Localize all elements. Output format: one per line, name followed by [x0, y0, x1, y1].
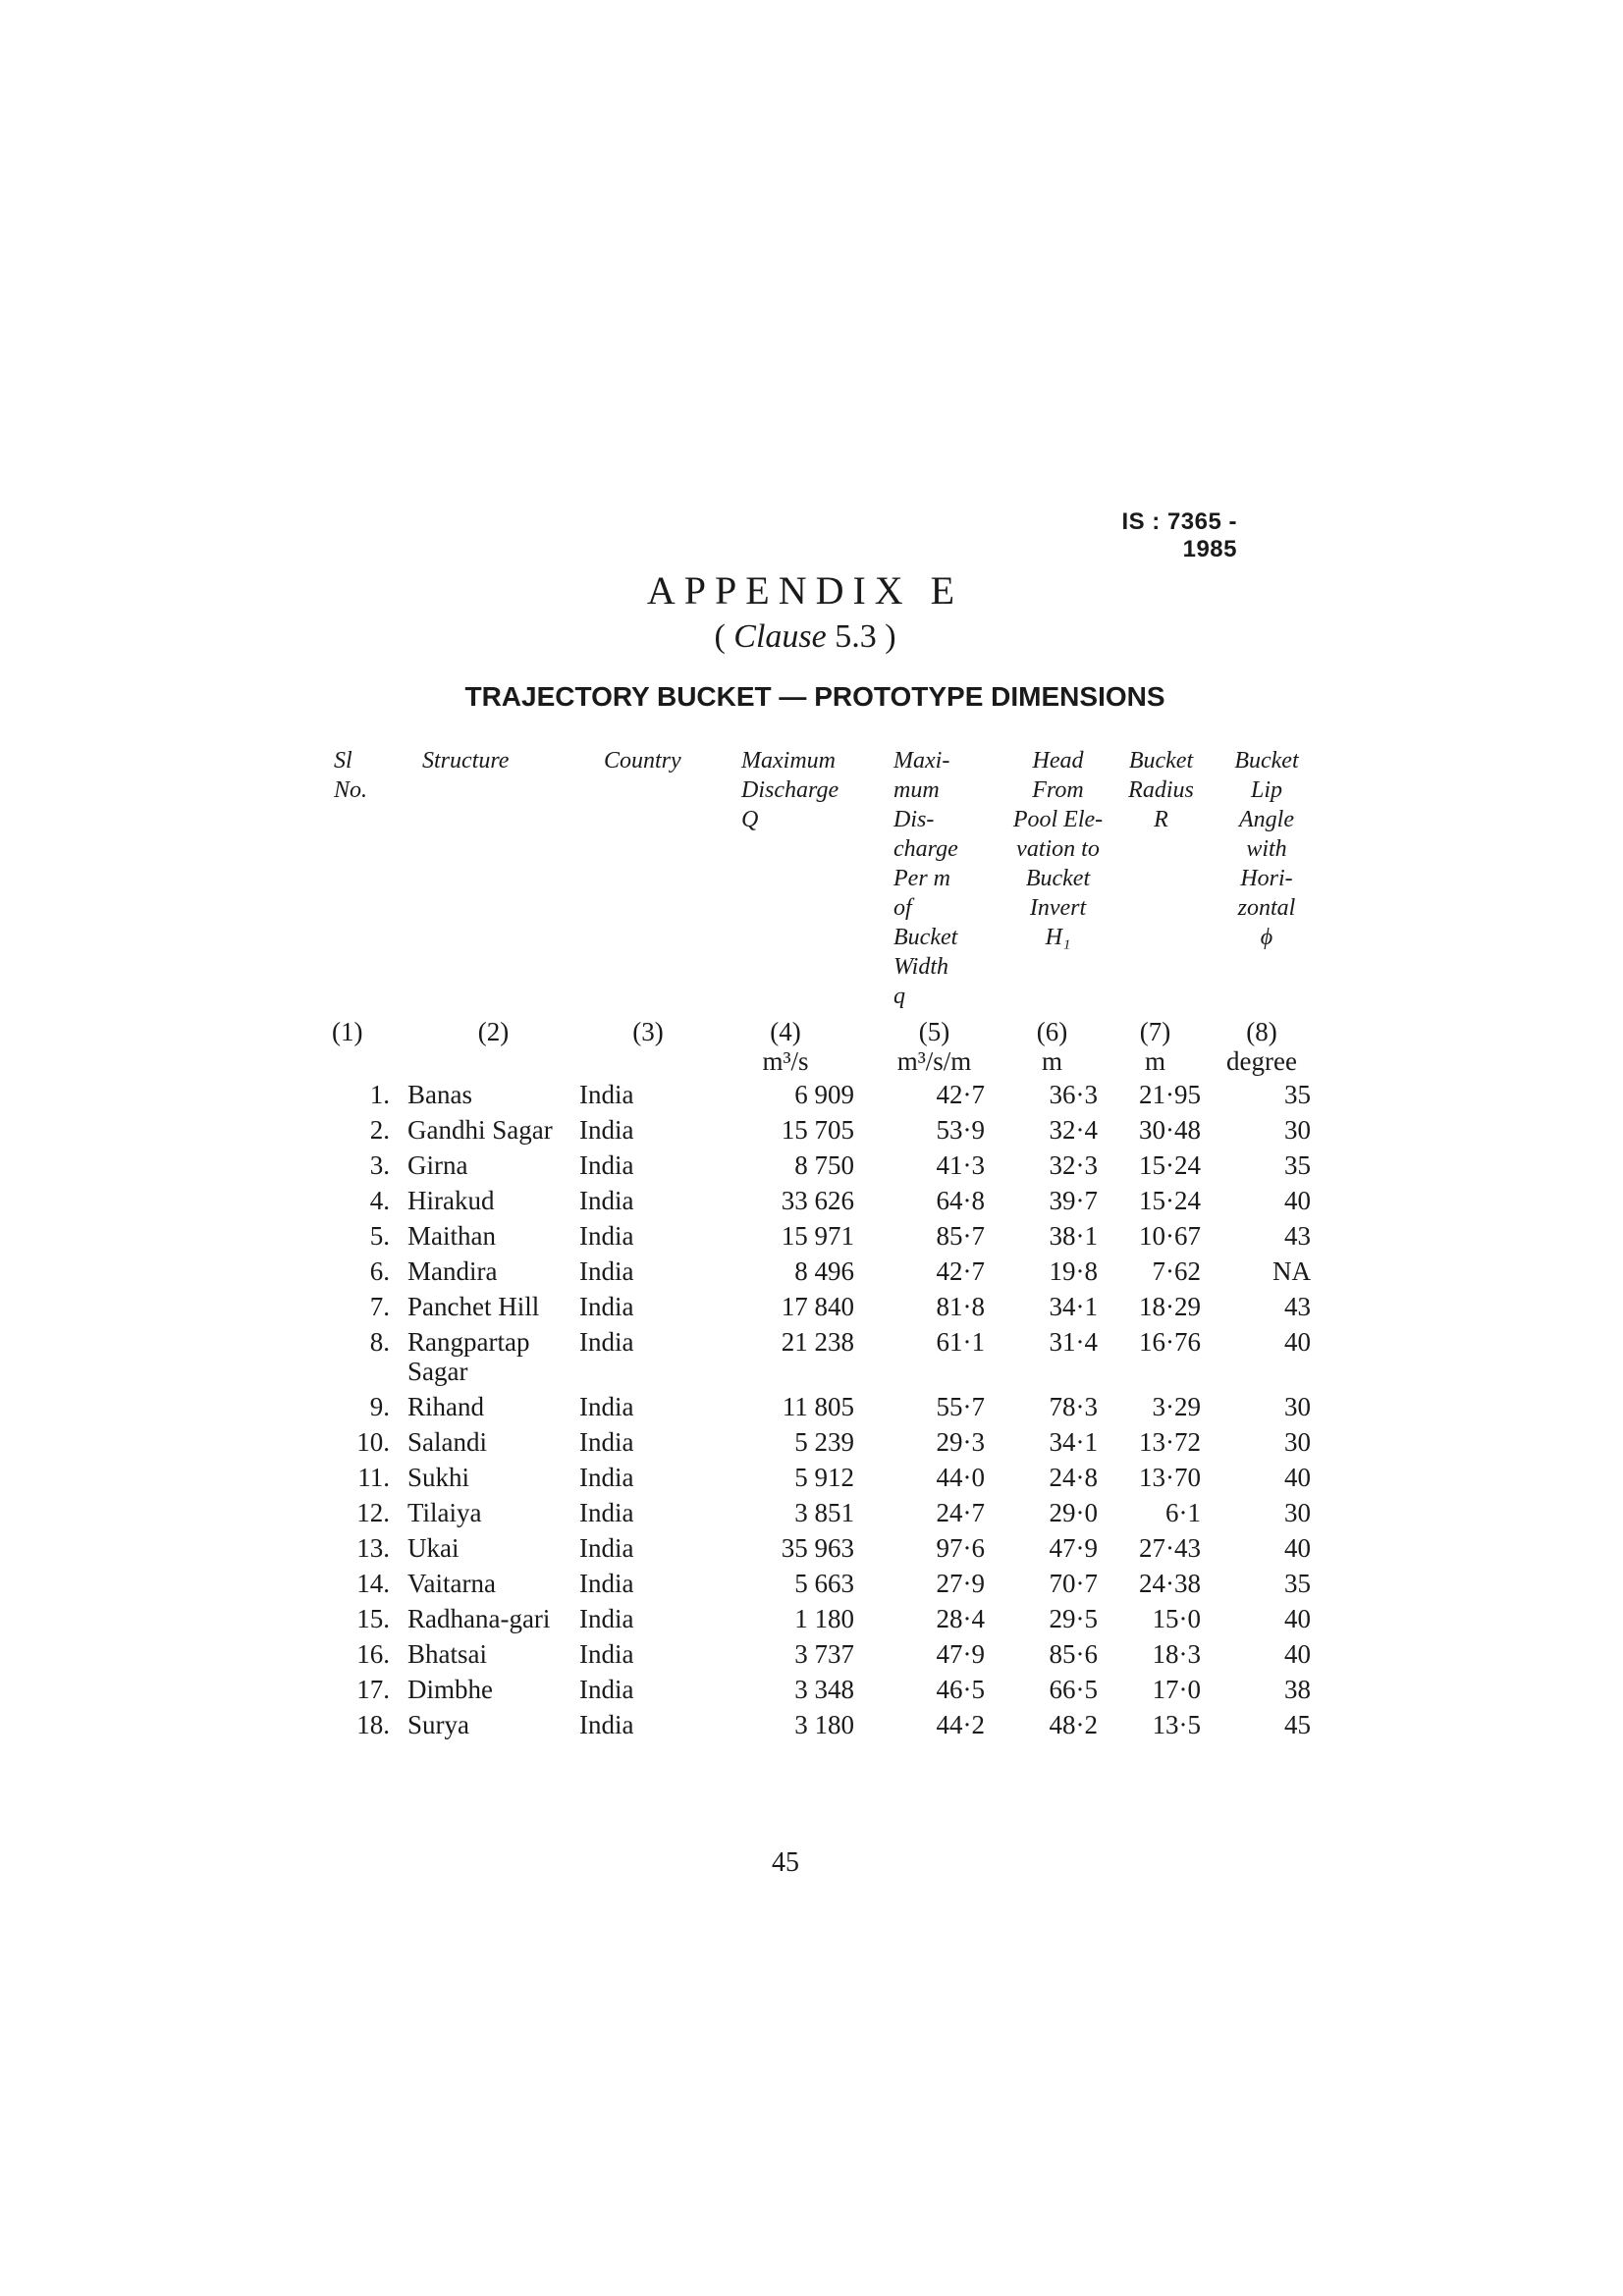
- cell-bucket-radius: 10·67: [1139, 1221, 1201, 1251]
- cell-discharge-per-m: 61·1: [936, 1327, 985, 1357]
- cell-max-discharge: 1 180: [794, 1604, 854, 1633]
- table-header-row: [324, 746, 1321, 1011]
- cell-country: India: [579, 1533, 634, 1563]
- cell-bucket-radius: 18·3: [1152, 1639, 1201, 1669]
- cell-bucket-radius: 15·0: [1152, 1604, 1201, 1633]
- cell-country: India: [579, 1186, 634, 1215]
- cell-structure: Hirakud: [407, 1186, 495, 1215]
- cell-country: India: [579, 1256, 634, 1286]
- cell-bucket-radius: 13·70: [1139, 1463, 1201, 1492]
- cell-discharge-per-m: 24·7: [936, 1498, 985, 1527]
- table-row: [324, 1150, 1321, 1186]
- table-row: [324, 1675, 1321, 1710]
- cell-country: India: [579, 1327, 634, 1357]
- cell-structure: Banas: [407, 1080, 472, 1109]
- cell-sl-no: 6.: [369, 1256, 390, 1286]
- cell-discharge-per-m: 64·8: [936, 1186, 985, 1215]
- cell-discharge-per-m: 44·2: [936, 1710, 985, 1739]
- cell-bucket-radius: 13·5: [1152, 1710, 1201, 1739]
- cell-sl-no: 11.: [357, 1463, 390, 1492]
- cell-lip-angle: 35: [1284, 1080, 1311, 1109]
- cell-country: India: [579, 1675, 634, 1704]
- cell-sl-no: 8.: [369, 1327, 390, 1357]
- cell-structure: Rihand: [407, 1392, 484, 1421]
- cell-lip-angle: 45: [1284, 1710, 1311, 1739]
- unit-cell: degree: [1226, 1046, 1297, 1076]
- column-number: (4): [770, 1017, 801, 1046]
- cell-discharge-per-m: 81·8: [936, 1292, 985, 1321]
- cell-discharge-per-m: 29·3: [936, 1427, 985, 1457]
- cell-lip-angle: 40: [1284, 1463, 1311, 1492]
- cell-lip-angle: NA: [1272, 1256, 1311, 1286]
- header-country: Country: [604, 748, 681, 774]
- clause-number: 5.3 ): [826, 618, 896, 655]
- column-number: (2): [477, 1017, 510, 1046]
- cell-country: India: [579, 1569, 634, 1598]
- column-number: (7): [1139, 1017, 1171, 1046]
- cell-max-discharge: 3 737: [794, 1639, 854, 1669]
- header-structure: Structure: [422, 748, 510, 774]
- cell-discharge-per-m: 97·6: [936, 1533, 985, 1563]
- clause-prefix: (: [714, 618, 734, 655]
- cell-discharge-per-m: 42·7: [936, 1256, 985, 1286]
- standard-reference: IS : 7365 - 1985: [1121, 508, 1237, 562]
- unit-cell: [324, 1046, 407, 1080]
- cell-lip-angle: 30: [1284, 1427, 1311, 1457]
- cell-country: India: [579, 1115, 634, 1145]
- header-bucket-radius: Bucket Radius R: [1128, 748, 1194, 832]
- table-row: [324, 1427, 1321, 1463]
- cell-sl-no: 4.: [369, 1186, 390, 1215]
- cell-bucket-radius: 3·29: [1152, 1392, 1201, 1421]
- cell-head: 70·7: [1049, 1569, 1098, 1598]
- cell-head: 38·1: [1049, 1221, 1098, 1251]
- column-number: (3): [632, 1017, 664, 1046]
- cell-max-discharge: 35 963: [781, 1533, 854, 1563]
- header-max-discharge: Maximum Discharge Q: [741, 748, 839, 832]
- cell-head: 78·3: [1049, 1392, 1098, 1421]
- cell-bucket-radius: 6·1: [1165, 1498, 1201, 1527]
- unit-cell: m³/s: [762, 1046, 809, 1076]
- cell-structure: Panchet Hill: [407, 1292, 540, 1321]
- cell-discharge-per-m: 44·0: [936, 1463, 985, 1492]
- header-head: Head From Pool Ele- vation to Bucket Invert H₁: [1012, 748, 1104, 950]
- cell-lip-angle: 40: [1284, 1639, 1311, 1669]
- page-number: 45: [772, 1847, 799, 1878]
- cell-head: 32·3: [1049, 1150, 1098, 1180]
- cell-bucket-radius: 15·24: [1139, 1186, 1201, 1215]
- cell-sl-no: 5.: [369, 1221, 390, 1251]
- cell-lip-angle: 38: [1284, 1675, 1311, 1704]
- cell-structure: Dimbhe: [407, 1675, 493, 1704]
- cell-country: India: [579, 1639, 634, 1669]
- appendix-title: APPENDIX E: [646, 568, 964, 613]
- cell-sl-no: 18.: [356, 1710, 390, 1739]
- table-row: [324, 1463, 1321, 1498]
- table-body: [324, 1011, 1321, 1745]
- cell-discharge-per-m: 55·7: [936, 1392, 985, 1421]
- cell-discharge-per-m: 46·5: [936, 1675, 985, 1704]
- cell-structure: Rangpartap Sagar: [407, 1327, 530, 1386]
- cell-max-discharge: 5 663: [794, 1569, 854, 1598]
- cell-head: 48·2: [1049, 1710, 1098, 1739]
- cell-discharge-per-m: 47·9: [936, 1639, 985, 1669]
- table-row: [324, 1392, 1321, 1427]
- table-row: [324, 1221, 1321, 1256]
- clause-word: Clause: [733, 618, 827, 655]
- clause-reference: [530, 618, 1080, 656]
- cell-lip-angle: 43: [1284, 1221, 1311, 1251]
- table-row: [324, 1292, 1321, 1327]
- cell-discharge-per-m: 27·9: [936, 1569, 985, 1598]
- cell-discharge-per-m: 53·9: [936, 1115, 985, 1145]
- cell-country: India: [579, 1150, 634, 1180]
- cell-bucket-radius: 30·48: [1139, 1115, 1201, 1145]
- cell-head: 34·1: [1049, 1427, 1098, 1457]
- cell-max-discharge: 21 238: [781, 1327, 854, 1357]
- cell-max-discharge: 33 626: [781, 1186, 854, 1215]
- table-row: [324, 1080, 1321, 1115]
- cell-lip-angle: 35: [1284, 1569, 1311, 1598]
- cell-discharge-per-m: 28·4: [936, 1604, 985, 1633]
- cell-lip-angle: 40: [1284, 1327, 1311, 1357]
- unit-cell: [579, 1046, 717, 1080]
- cell-bucket-radius: 15·24: [1139, 1150, 1201, 1180]
- cell-structure: Sukhi: [407, 1463, 470, 1492]
- cell-lip-angle: 40: [1284, 1604, 1311, 1633]
- cell-max-discharge: 3 851: [794, 1498, 854, 1527]
- cell-sl-no: 13.: [356, 1533, 390, 1563]
- cell-country: India: [579, 1604, 634, 1633]
- cell-sl-no: 9.: [369, 1392, 390, 1421]
- cell-head: 34·1: [1049, 1292, 1098, 1321]
- cell-structure: Ukai: [407, 1533, 460, 1563]
- unit-cell: [407, 1046, 579, 1080]
- cell-bucket-radius: 17·0: [1152, 1675, 1201, 1704]
- cell-sl-no: 12.: [356, 1498, 390, 1527]
- table-row: [324, 1115, 1321, 1150]
- cell-max-discharge: 11 805: [782, 1392, 854, 1421]
- cell-sl-no: 7.: [369, 1292, 390, 1321]
- cell-head: 31·4: [1049, 1327, 1098, 1357]
- cell-country: India: [579, 1463, 634, 1492]
- cell-head: 66·5: [1049, 1675, 1098, 1704]
- cell-structure: Radhana-gari: [407, 1604, 551, 1633]
- cell-bucket-radius: 21·95: [1139, 1080, 1201, 1109]
- column-number: (5): [918, 1017, 950, 1046]
- cell-country: India: [579, 1498, 634, 1527]
- cell-head: 29·0: [1049, 1498, 1098, 1527]
- cell-sl-no: 14.: [356, 1569, 390, 1598]
- cell-country: India: [579, 1221, 634, 1251]
- cell-bucket-radius: 13·72: [1139, 1427, 1201, 1457]
- cell-head: 85·6: [1049, 1639, 1098, 1669]
- cell-country: India: [579, 1080, 634, 1109]
- cell-discharge-per-m: 42·7: [936, 1080, 985, 1109]
- cell-lip-angle: 40: [1284, 1186, 1311, 1215]
- cell-max-discharge: 8 496: [794, 1256, 854, 1286]
- cell-structure: Mandira: [407, 1256, 498, 1286]
- cell-max-discharge: 8 750: [794, 1150, 854, 1180]
- cell-lip-angle: 30: [1284, 1392, 1311, 1421]
- cell-sl-no: 3.: [369, 1150, 390, 1180]
- column-number: (8): [1246, 1017, 1277, 1046]
- cell-head: 39·7: [1049, 1186, 1098, 1215]
- unit-cell: m³/s/m: [896, 1046, 972, 1076]
- table-row: [324, 1710, 1321, 1745]
- cell-sl-no: 10.: [356, 1427, 390, 1457]
- cell-discharge-per-m: 41·3: [936, 1150, 985, 1180]
- table-row: [324, 1327, 1321, 1392]
- table-row: [324, 1569, 1321, 1604]
- cell-max-discharge: 15 705: [781, 1115, 854, 1145]
- cell-lip-angle: 35: [1284, 1150, 1311, 1180]
- cell-bucket-radius: 18·29: [1139, 1292, 1201, 1321]
- table-row: [324, 1256, 1321, 1292]
- cell-max-discharge: 17 840: [781, 1292, 854, 1321]
- dimensions-table: [324, 746, 1321, 1745]
- cell-country: India: [579, 1392, 634, 1421]
- column-number-row: [324, 1011, 1321, 1046]
- cell-max-discharge: 3 180: [794, 1710, 854, 1739]
- cell-structure: Maithan: [407, 1221, 496, 1251]
- cell-bucket-radius: 27·43: [1139, 1533, 1201, 1563]
- table-row: [324, 1639, 1321, 1675]
- cell-bucket-radius: 16·76: [1139, 1327, 1201, 1357]
- cell-lip-angle: 30: [1284, 1498, 1311, 1527]
- unit-cell: m: [1041, 1046, 1062, 1076]
- table-title: TRAJECTORY BUCKET — PROTOTYPE DIMENSIONS: [464, 681, 1165, 712]
- cell-sl-no: 1.: [369, 1080, 390, 1109]
- cell-head: 19·8: [1049, 1256, 1098, 1286]
- cell-head: 47·9: [1049, 1533, 1098, 1563]
- cell-sl-no: 15.: [356, 1604, 390, 1633]
- cell-discharge-per-m: 85·7: [936, 1221, 985, 1251]
- cell-max-discharge: 3 348: [794, 1675, 854, 1704]
- cell-structure: Salandi: [407, 1427, 487, 1457]
- cell-bucket-radius: 24·38: [1139, 1569, 1201, 1598]
- column-number: (6): [1036, 1017, 1068, 1046]
- table-row: [324, 1533, 1321, 1569]
- cell-lip-angle: 43: [1284, 1292, 1311, 1321]
- unit-cell: m: [1144, 1046, 1165, 1076]
- units-row: [324, 1046, 1321, 1080]
- cell-country: India: [579, 1427, 634, 1457]
- cell-country: India: [579, 1292, 634, 1321]
- cell-structure: Bhatsai: [407, 1639, 487, 1669]
- cell-sl-no: 2.: [369, 1115, 390, 1145]
- cell-max-discharge: 15 971: [781, 1221, 854, 1251]
- cell-sl-no: 17.: [356, 1675, 390, 1704]
- header-discharge-per-m: Maxi- mum Dis- charge Per m of Bucket Width q: [893, 748, 958, 1009]
- cell-structure: Girna: [407, 1150, 468, 1180]
- cell-country: India: [579, 1710, 634, 1739]
- cell-structure: Vaitarna: [407, 1569, 496, 1598]
- header-lip-angle: Bucket Lip Angle with Hori- zontal ϕ: [1234, 748, 1299, 950]
- cell-head: 24·8: [1049, 1463, 1098, 1492]
- table-row: [324, 1604, 1321, 1639]
- cell-structure: Gandhi Sagar: [407, 1115, 553, 1145]
- cell-lip-angle: 40: [1284, 1533, 1311, 1563]
- cell-structure: Tilaiya: [407, 1498, 482, 1527]
- cell-max-discharge: 5 912: [794, 1463, 854, 1492]
- column-number: (1): [332, 1017, 363, 1046]
- header-sl-no: Sl No.: [334, 748, 368, 803]
- table-row: [324, 1498, 1321, 1533]
- cell-max-discharge: 5 239: [794, 1427, 854, 1457]
- cell-head: 29·5: [1049, 1604, 1098, 1633]
- cell-head: 36·3: [1049, 1080, 1098, 1109]
- cell-bucket-radius: 7·62: [1152, 1256, 1201, 1286]
- cell-lip-angle: 30: [1284, 1115, 1311, 1145]
- cell-structure: Surya: [407, 1710, 469, 1739]
- cell-max-discharge: 6 909: [794, 1080, 854, 1109]
- cell-head: 32·4: [1049, 1115, 1098, 1145]
- cell-sl-no: 16.: [356, 1639, 390, 1669]
- table-row: [324, 1186, 1321, 1221]
